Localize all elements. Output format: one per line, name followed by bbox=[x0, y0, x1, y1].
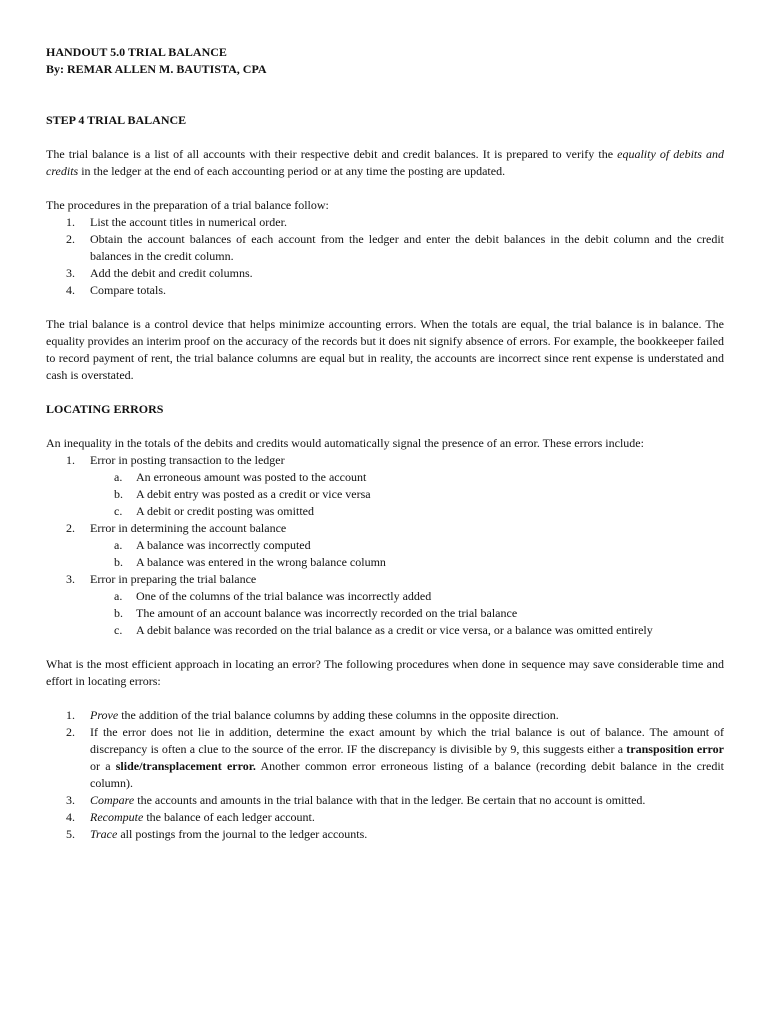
locating-errors-heading: LOCATING ERRORS bbox=[46, 402, 164, 416]
intro-italic-phrase: equality of debits and credits bbox=[46, 147, 725, 178]
error-category-text: Error in posting transaction to the ledger bbox=[90, 453, 285, 467]
procedure-text: Obtain the account balances of each account from the ledger and enter the debit balances in the debit column and the credit balances in the credit column. bbox=[90, 232, 724, 263]
procedure-item bbox=[46, 282, 724, 299]
list-letter: a. bbox=[114, 538, 123, 552]
locating-step bbox=[46, 809, 724, 826]
list-number: 1. bbox=[66, 215, 75, 229]
procedures-intro: The procedures in the preparation of a trial balance follow: bbox=[46, 198, 329, 212]
error-category-text: Error in preparing the trial balance bbox=[90, 572, 257, 586]
step-text: Another common error erroneous listing of a balance (recording debit balance in the credit column). bbox=[90, 759, 725, 790]
step-lead-word: Trace bbox=[90, 827, 118, 841]
error-subitem bbox=[46, 605, 724, 622]
list-number: 2. bbox=[66, 232, 75, 246]
errors-list bbox=[46, 452, 724, 639]
step-text: the addition of the trial balance columns by adding these columns in the opposite direction. bbox=[118, 708, 559, 722]
procedure-item bbox=[46, 231, 724, 265]
error-subitem bbox=[46, 486, 724, 503]
transposition-error-term: transposition error bbox=[626, 742, 724, 756]
procedure-item bbox=[46, 214, 724, 231]
step-text: or a bbox=[90, 759, 116, 773]
locating-step bbox=[46, 792, 724, 809]
list-letter: a. bbox=[114, 589, 123, 603]
error-subitem-text: A debit or credit posting was omitted bbox=[136, 504, 314, 518]
intro-text-part2: in the ledger at the end of each accounting period or at any time the posting are updated. bbox=[78, 164, 506, 178]
error-subitem bbox=[46, 622, 724, 639]
error-subitem bbox=[46, 588, 724, 605]
step-lead-word: Compare bbox=[90, 793, 135, 807]
error-category-text: Error in determining the account balance bbox=[90, 521, 287, 535]
document-content bbox=[46, 44, 724, 843]
error-subitem-text: One of the columns of the trial balance was incorrectly added bbox=[136, 589, 432, 603]
step-lead-word: Prove bbox=[90, 708, 119, 722]
procedures-list bbox=[46, 214, 724, 299]
list-number: 1. bbox=[66, 708, 75, 722]
error-locating-steps bbox=[46, 707, 724, 843]
error-subitem bbox=[46, 554, 724, 571]
error-subitem bbox=[46, 469, 724, 486]
error-subitem bbox=[46, 503, 724, 520]
step-text: the balance of each ledger account. bbox=[143, 810, 315, 824]
list-letter: c. bbox=[114, 504, 123, 518]
list-number: 3. bbox=[66, 572, 75, 586]
error-category bbox=[46, 571, 724, 588]
procedure-text: Compare totals. bbox=[90, 283, 166, 297]
locating-step bbox=[46, 826, 724, 843]
error-subitem-text: A balance was incorrectly computed bbox=[136, 538, 311, 552]
handout-title: HANDOUT 5.0 TRIAL BALANCE bbox=[46, 45, 227, 59]
step-text: the accounts and amounts in the trial balance with that in the ledger. Be certain that no account is omitted. bbox=[134, 793, 646, 807]
slide-error-term: slide/transplacement error. bbox=[115, 759, 256, 773]
step4-intro-paragraph bbox=[46, 146, 724, 180]
error-subitem bbox=[46, 537, 724, 554]
list-number: 4. bbox=[66, 810, 75, 824]
locating-step bbox=[46, 707, 724, 724]
handout-author: By: REMAR ALLEN M. BAUTISTA, CPA bbox=[46, 62, 267, 76]
error-category bbox=[46, 452, 724, 469]
list-letter: b. bbox=[114, 487, 123, 501]
step-text: If the error does not lie in addition, determine the exact amount by which the trial balance is out of balance. The amount of discrepancy is often a clue to the source of the error. IF the discrepancy is divisible by 9, this suggests either a bbox=[90, 725, 724, 756]
list-number: 1. bbox=[66, 453, 75, 467]
procedure-item bbox=[46, 265, 724, 282]
step-lead-word: Recompute bbox=[90, 810, 144, 824]
step-text: all postings from the journal to the ledger accounts. bbox=[117, 827, 368, 841]
list-letter: a. bbox=[114, 470, 123, 484]
errors-intro: An inequality in the totals of the debits and credits would automatically signal the presence of an error. These errors include: bbox=[46, 436, 644, 450]
list-letter: c. bbox=[114, 623, 123, 637]
list-number: 3. bbox=[66, 793, 75, 807]
list-number: 2. bbox=[66, 725, 75, 739]
control-device-paragraph: The trial balance is a control device that helps minimize accounting errors. When the totals are equal, the trial balance is in balance. The equality provides an interim proof on the accuracy of the records but it does nit signify absence of errors. For example, the bookkeeper failed to record payment of rent, the trial balance columns are equal but in reality, the accounts are incorrect since rent expense is understated and cash is overstated. bbox=[46, 317, 724, 382]
list-number: 5. bbox=[66, 827, 75, 841]
error-subitem-text: The amount of an account balance was incorrectly recorded on the trial balance bbox=[136, 606, 518, 620]
error-category bbox=[46, 520, 724, 537]
locating-step bbox=[46, 724, 724, 792]
error-subitem-text: A balance was entered in the wrong balance column bbox=[136, 555, 386, 569]
list-number: 2. bbox=[66, 521, 75, 535]
intro-text-part1: The trial balance is a list of all accounts with their respective debit and credit balances. It is prepared to verify the bbox=[46, 147, 618, 161]
list-number: 4. bbox=[66, 283, 75, 297]
list-letter: b. bbox=[114, 606, 123, 620]
error-subitem-text: A debit balance was recorded on the trial balance as a credit or vice versa, or a balance was omitted entirely bbox=[136, 623, 653, 637]
step4-heading: STEP 4 TRIAL BALANCE bbox=[46, 113, 187, 127]
list-number: 3. bbox=[66, 266, 75, 280]
procedure-text: List the account titles in numerical order. bbox=[90, 215, 287, 229]
list-letter: b. bbox=[114, 555, 123, 569]
error-subitem-text: A debit entry was posted as a credit or vice versa bbox=[136, 487, 371, 501]
approach-question: What is the most efficient approach in locating an error? The following procedures when done in sequence may save considerable time and effort in locating errors: bbox=[46, 657, 724, 688]
procedure-text: Add the debit and credit columns. bbox=[90, 266, 253, 280]
error-subitem-text: An erroneous amount was posted to the account bbox=[136, 470, 367, 484]
